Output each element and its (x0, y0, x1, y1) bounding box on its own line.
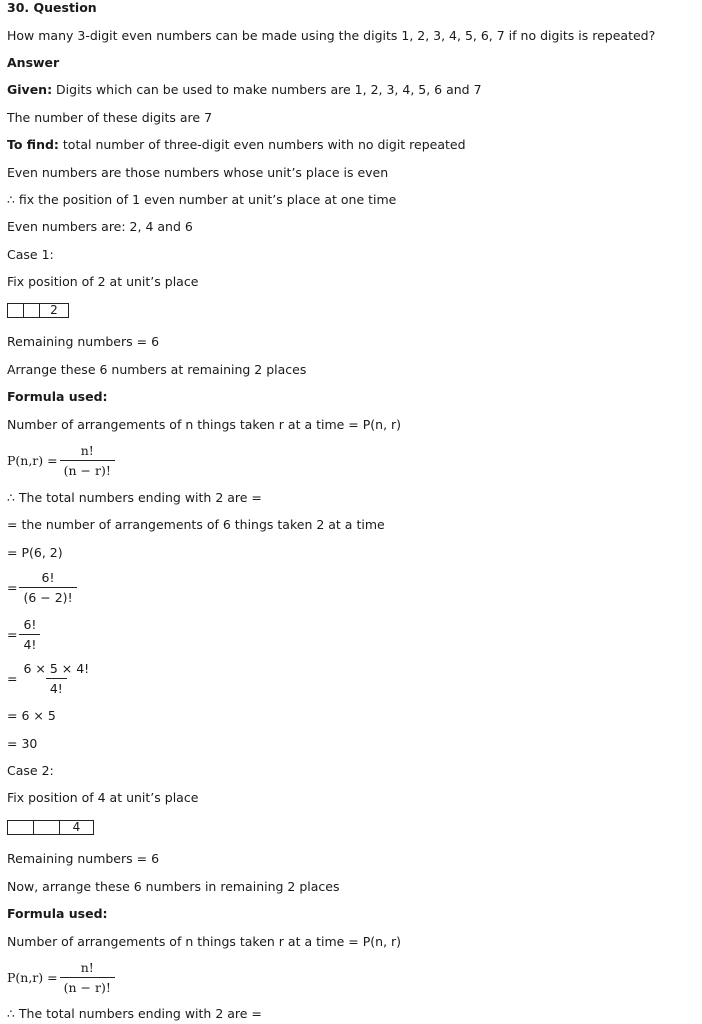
tofind-label: To find: (7, 137, 59, 152)
case2-formula-label: Formula used: (7, 906, 108, 921)
case2-formula (7, 960, 115, 995)
fix-position-line: ∴ fix the position of 1 even number at unit’s place at one time (7, 192, 397, 207)
given-line (7, 82, 482, 98)
step-2: = P(6, 2) (7, 545, 63, 560)
fraction (19, 617, 40, 652)
denominator: 4! (19, 634, 40, 652)
numerator: 6! (23, 617, 37, 632)
case1-remaining: Remaining numbers = 6 (7, 334, 160, 349)
case2-formula-text: Number of arrangements of n things taken r at a time = P(n, r) (7, 934, 402, 949)
formula-fraction (60, 960, 115, 995)
fraction (19, 661, 93, 696)
formula-lhs: P(n,r) = (7, 970, 58, 985)
case1-formula (7, 443, 115, 478)
empty-box (23, 303, 40, 318)
case1-total-line: ∴ The total numbers ending with 2 are = (7, 490, 262, 505)
numerator: 6 × 5 × 4! (23, 661, 90, 676)
step-6: = 6 × 5 (7, 708, 56, 723)
case1-digit-boxes (7, 303, 69, 318)
case2-fix: Fix position of 4 at unit’s place (7, 790, 199, 805)
denominator: 4! (46, 678, 67, 696)
fraction (19, 570, 76, 605)
formula-fraction (60, 443, 115, 478)
empty-box (7, 303, 24, 318)
formula-numerator: n! (80, 960, 94, 975)
digit-count: The number of these digits are 7 (7, 110, 213, 125)
equals-sign: = (7, 627, 18, 642)
given-text: Digits which can be used to make numbers are 1, 2, 3, 4, 5, 6 and 7 (52, 82, 482, 97)
formula-denominator: (n − r)! (60, 977, 115, 995)
case1-fix: Fix position of 2 at unit’s place (7, 274, 199, 289)
given-label: Given: (7, 82, 53, 97)
formula-denominator: (n − r)! (60, 460, 115, 478)
case1-arrange: Arrange these 6 numbers at remaining 2 places (7, 362, 307, 377)
step-1: = the number of arrangements of 6 things taken 2 at a time (7, 517, 385, 532)
tofind-line (7, 137, 466, 153)
step-3-fraction (7, 570, 77, 605)
empty-box (33, 820, 60, 835)
formula-lhs: P(n,r) = (7, 453, 58, 468)
case2-arrange: Now, arrange these 6 numbers in remaining 2 places (7, 879, 340, 894)
case2-total-line: ∴ The total numbers ending with 2 are = (7, 1006, 262, 1021)
denominator: (6 − 2)! (19, 587, 76, 605)
unit-box: 2 (39, 303, 69, 318)
unit-box: 4 (59, 820, 94, 835)
case2-title: Case 2: (7, 763, 54, 778)
case1-formula-text: Number of arrangements of n things taken r at a time = P(n, r) (7, 417, 402, 432)
question-text: How many 3-digit even numbers can be made using the digits 1, 2, 3, 4, 5, 6, 7 if no digits is repeated? (7, 28, 656, 43)
case1-title: Case 1: (7, 247, 54, 262)
case1-formula-label: Formula used: (7, 389, 108, 404)
tofind-text: total number of three-digit even numbers with no digit repeated (58, 137, 466, 152)
case2-digit-boxes (7, 820, 94, 835)
numerator: 6! (41, 570, 55, 585)
answer-heading: Answer (7, 55, 60, 70)
even-definition: Even numbers are those numbers whose unit’s place is even (7, 165, 389, 180)
step-4-fraction (7, 617, 40, 652)
even-list: Even numbers are: 2, 4 and 6 (7, 219, 193, 234)
equals-sign: = (7, 580, 18, 595)
step-5-fraction (7, 661, 93, 696)
equals-sign: = (7, 671, 18, 686)
question-heading: 30. Question (7, 0, 97, 15)
empty-box (7, 820, 34, 835)
formula-numerator: n! (80, 443, 94, 458)
step-7: = 30 (7, 736, 38, 751)
case2-remaining: Remaining numbers = 6 (7, 851, 160, 866)
